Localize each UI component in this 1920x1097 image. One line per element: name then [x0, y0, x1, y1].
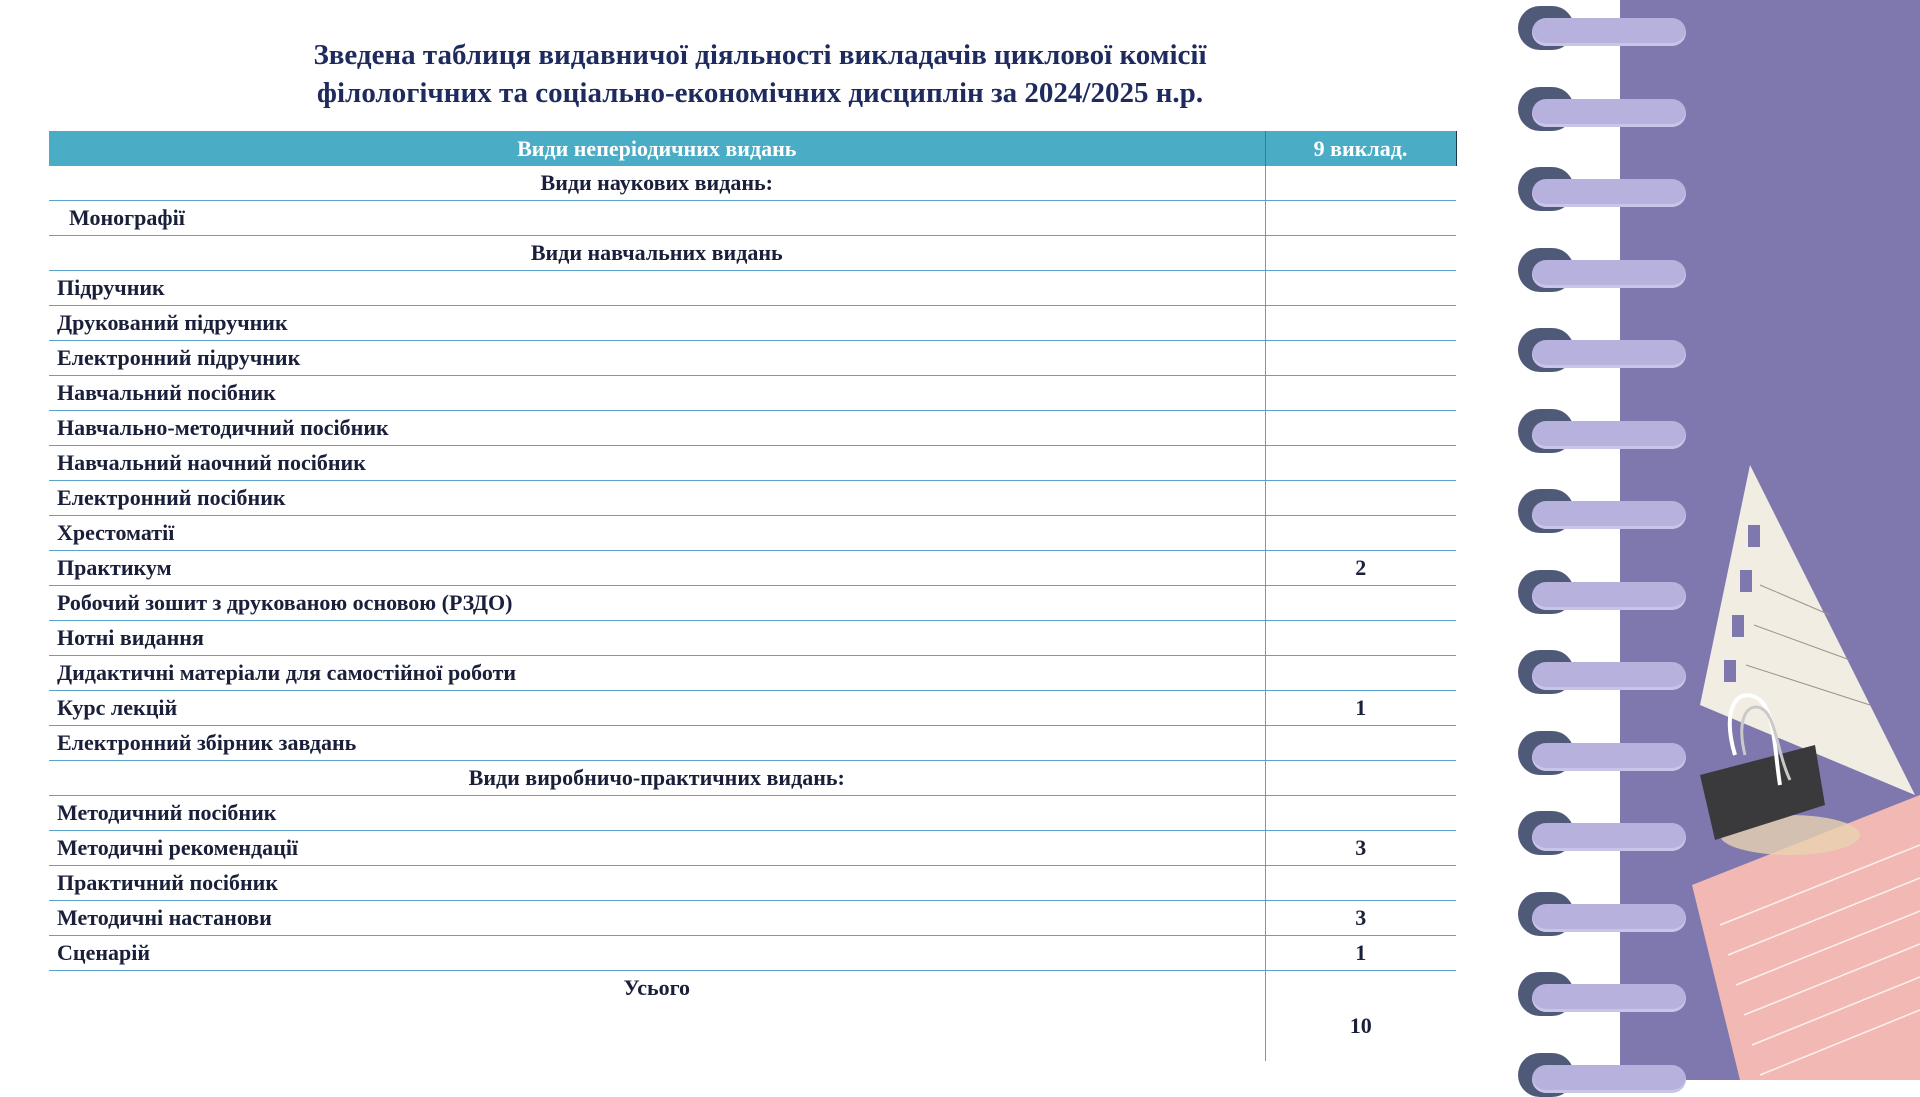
publication-type-cell: Методичні рекомендації: [49, 831, 1265, 866]
publication-type-cell: Практикум: [49, 551, 1265, 586]
spiral-ring: [1518, 167, 1678, 211]
table-row: [49, 376, 1456, 411]
spiral-ring: [1518, 248, 1678, 292]
count-cell: [1265, 656, 1456, 691]
table-row: [49, 761, 1456, 796]
table-row: [49, 201, 1456, 236]
count-cell: [1265, 586, 1456, 621]
header-publication-types: Види неперіодичних видань: [49, 131, 1265, 166]
spiral-ring: [1518, 87, 1678, 131]
publication-type-cell: Електронний посібник: [49, 481, 1265, 516]
table-row: [49, 551, 1456, 586]
spiral-ring: [1518, 972, 1678, 1016]
publication-type-cell: Курс лекцій: [49, 691, 1265, 726]
publication-type-cell: Навчально-методичний посібник: [49, 411, 1265, 446]
count-cell: [1265, 516, 1456, 551]
spiral-ring: [1518, 489, 1678, 533]
publication-type-cell: Практичний посібник: [49, 866, 1265, 901]
count-cell: [1265, 271, 1456, 306]
count-cell: [1265, 306, 1456, 341]
table-row: [49, 796, 1456, 831]
total-row: [49, 971, 1456, 1062]
table-row: [49, 831, 1456, 866]
publication-type-cell: Електронний підручник: [49, 341, 1265, 376]
publication-type-cell: Хрестоматії: [49, 516, 1265, 551]
count-cell: [1265, 866, 1456, 901]
table-row: [49, 341, 1456, 376]
spiral-ring: [1518, 409, 1678, 453]
header-teachers-count: 9 виклад.: [1265, 131, 1456, 166]
spiral-ring: [1518, 892, 1678, 936]
table-row: [49, 306, 1456, 341]
table-row: [49, 656, 1456, 691]
total-value: 10: [1265, 971, 1456, 1062]
paper-clip-illustration: [1680, 455, 1920, 1080]
count-cell: 2: [1265, 551, 1456, 586]
table-row: [49, 271, 1456, 306]
section-heading-cell: Види навчальних видань: [49, 236, 1265, 271]
spiral-ring: [1518, 731, 1678, 775]
count-cell: [1265, 236, 1456, 271]
table-row: [49, 166, 1456, 201]
publication-type-cell: Нотні видання: [49, 621, 1265, 656]
spiral-ring: [1518, 650, 1678, 694]
count-cell: [1265, 201, 1456, 236]
count-cell: [1265, 761, 1456, 796]
table-row: [49, 866, 1456, 901]
publication-type-cell: Методичні настанови: [49, 901, 1265, 936]
table-row: [49, 411, 1456, 446]
publication-type-cell: Навчальний наочний посібник: [49, 446, 1265, 481]
table-row: [49, 481, 1456, 516]
spiral-ring: [1518, 570, 1678, 614]
count-cell: [1265, 166, 1456, 201]
section-heading-cell: Види виробничо-практичних видань:: [49, 761, 1265, 796]
publications-table: [49, 131, 1457, 1061]
count-cell: [1265, 481, 1456, 516]
table-row: [49, 446, 1456, 481]
table-row: [49, 901, 1456, 936]
spiral-ring: [1518, 6, 1678, 50]
spiral-ring: [1518, 328, 1678, 372]
table-header-row: [49, 131, 1456, 166]
count-cell: 3: [1265, 901, 1456, 936]
publication-type-cell: Друкований підручник: [49, 306, 1265, 341]
title-line-2: філологічних та соціально-економічних дисциплін за 2024/2025 н.р.: [316, 77, 1204, 109]
publication-type-cell: Дидактичні матеріали для самостійної роботи: [49, 656, 1265, 691]
table-row: [49, 621, 1456, 656]
table-row: [49, 726, 1456, 761]
publication-type-cell: Підручник: [49, 271, 1265, 306]
count-cell: 3: [1265, 831, 1456, 866]
spiral-ring: [1518, 811, 1678, 855]
publication-type-cell: Робочий зошит з друкованою основою (РЗДО): [49, 586, 1265, 621]
publication-type-cell: Навчальний посібник: [49, 376, 1265, 411]
title-line-1: Зведена таблиця видавничої діяльності викладачів циклової комісії: [313, 39, 1207, 71]
count-cell: [1265, 726, 1456, 761]
spiral-ring: [1518, 1053, 1678, 1097]
publication-type-cell: Методичний посібник: [49, 796, 1265, 831]
table-body: [49, 166, 1456, 1061]
table-row: [49, 936, 1456, 971]
publication-type-cell: Монографії: [49, 201, 1265, 236]
count-cell: [1265, 621, 1456, 656]
table-row: [49, 691, 1456, 726]
table-row: [49, 586, 1456, 621]
page-title: [0, 36, 1520, 112]
count-cell: 1: [1265, 691, 1456, 726]
count-cell: [1265, 341, 1456, 376]
total-label: Усього: [623, 975, 691, 1000]
publication-type-cell: Сценарій: [49, 936, 1265, 971]
count-cell: [1265, 411, 1456, 446]
section-heading-cell: Види наукових видань:: [49, 166, 1265, 201]
count-cell: [1265, 796, 1456, 831]
publication-type-cell: Електронний збірник завдань: [49, 726, 1265, 761]
table-row: [49, 516, 1456, 551]
table-row: [49, 236, 1456, 271]
count-cell: 1: [1265, 936, 1456, 971]
count-cell: [1265, 376, 1456, 411]
count-cell: [1265, 446, 1456, 481]
